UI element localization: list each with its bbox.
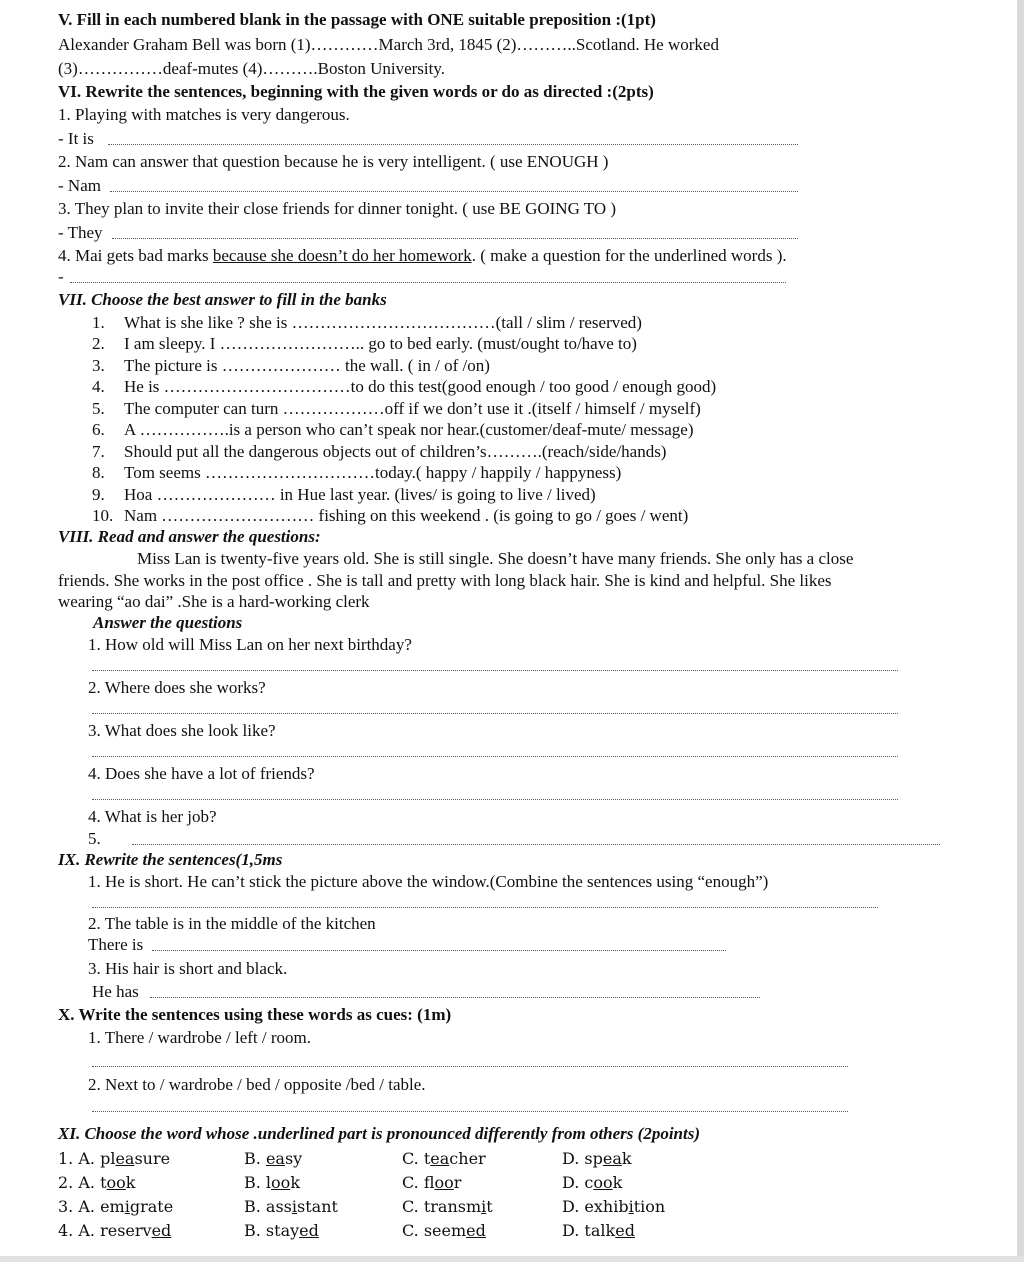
item-number: 7. [92, 442, 105, 461]
section-vi-answer-1-prefix: - It is [58, 129, 94, 148]
option-4b: B. stayed [244, 1221, 319, 1240]
answer-line [92, 756, 898, 757]
list-item [92, 355, 490, 376]
option-4d: D. talked [562, 1221, 635, 1240]
answer-line [150, 997, 760, 998]
section-vi-question-4 [58, 245, 787, 266]
section-v-heading: V. Fill in each numbered blank in the passage with ONE suitable preposition :(1pt) [58, 10, 656, 29]
item-text: Hoa ………………… in Hue last year. (lives/ is going to live / lived) [124, 485, 596, 504]
list-item [92, 419, 694, 440]
option-3b: B. assistant [244, 1197, 338, 1216]
item-text: Nam ……………………… fishing on this weekend . (is going to go / goes / went) [124, 506, 689, 525]
list-item [92, 441, 667, 462]
section-vi-answer-4-prefix: - [58, 267, 64, 286]
item-text: A …………….is a person who can’t speak nor hear.(customer/deaf-mute/ message) [124, 420, 694, 439]
answer-line [108, 144, 798, 145]
answer-line [132, 844, 940, 845]
passage-line-2: friends. She works in the post office . She is tall and pretty with long black hair. She is kind and helpful. She likes [58, 571, 832, 590]
section-x-question-1: 1. There / wardrobe / left / room. [88, 1028, 311, 1047]
option-1d: D. speak [562, 1149, 632, 1168]
answer-line [92, 1111, 848, 1112]
item-text: What is she like ? she is ………………………………(tall / slim / reserved) [124, 313, 642, 332]
list-item [92, 462, 622, 483]
option-3c: C. transmit [402, 1197, 493, 1216]
option-3a: 3. A. emigrate [58, 1197, 174, 1216]
item-text: Tom seems …………………………today.( happy / happily / happyness) [124, 463, 622, 482]
section-vii-heading: VII. Choose the best answer to fill in the banks [58, 290, 387, 309]
section-viii-heading: VIII. Read and answer the questions: [58, 527, 321, 546]
section-ix-question-2: 2. The table is in the middle of the kitchen [88, 914, 376, 933]
item-number: 1. [92, 313, 105, 332]
answer-line [92, 1066, 848, 1067]
list-item [92, 376, 717, 397]
section-vi-question-1: 1. Playing with matches is very dangerous. [58, 105, 350, 124]
section-viii-question-3: 3. What does she look like? [88, 721, 276, 740]
section-x-question-2: 2. Next to / wardrobe / bed / opposite /bed / table. [88, 1075, 426, 1094]
passage-line-1: Miss Lan is twenty-five years old. She is still single. She doesn’t have many friends. She only has a close [137, 549, 854, 568]
item-number: 5. [92, 399, 105, 418]
option-4c: C. seemed [402, 1221, 486, 1240]
section-vi-answer-3-prefix: - They [58, 223, 103, 242]
section-viii-question-1: 1. How old will Miss Lan on her next birthday? [88, 635, 412, 654]
item-text: I am sleepy. I …………………….. go to bed early. (must/ought to/have to) [124, 334, 637, 353]
q4-instruction: . ( make a question for the underlined words ). [471, 246, 787, 265]
option-2c: C. floor [402, 1173, 462, 1192]
option-1c: C. teacher [402, 1149, 486, 1168]
option-2b: B. look [244, 1173, 301, 1192]
page-edge-right [1017, 0, 1024, 1262]
passage-line-3: wearing “ao dai” .She is a hard-working clerk [58, 592, 370, 611]
option-3d: D. exhibition [562, 1197, 666, 1216]
section-vi-question-3: 3. They plan to invite their close friends for dinner tonight. ( use BE GOING TO ) [58, 199, 617, 218]
item-number: 3. [92, 356, 105, 375]
item-number: 8. [92, 463, 105, 482]
option-2d: D. cook [562, 1173, 623, 1192]
section-xi-heading: XI. Choose the word whose .underlined part is pronounced differently from others (2points) [58, 1124, 700, 1143]
option-2a: 2. A. took [58, 1173, 136, 1192]
section-v-line-2: (3)……………deaf-mutes (4)……….Boston University. [58, 59, 446, 78]
answer-line [92, 713, 898, 714]
answer-line [70, 282, 786, 283]
section-viii-question-4: 4. Does she have a lot of friends? [88, 764, 315, 783]
section-vi-answer-2-prefix: - Nam [58, 176, 101, 195]
item-text: The computer can turn ………………off if we don’t use it .(itself / himself / myself) [124, 399, 701, 418]
section-viii-question-2: 2. Where does she works? [88, 678, 266, 697]
answer-line [92, 799, 898, 800]
section-ix-question-3: 3. His hair is short and black. [88, 959, 288, 978]
section-ix-answer-3-prefix: He has [92, 982, 139, 1001]
list-item [92, 398, 701, 419]
answer-line [110, 191, 798, 192]
section-viii-question-5: 4. What is her job? [88, 807, 217, 826]
item-text: Should put all the dangerous objects out of children’s……….(reach/side/hands) [124, 442, 667, 461]
item-text: He is ……………………………to do this test(good enough / too good / enough good) [124, 377, 717, 396]
option-1a: 1. A. pleasure [58, 1149, 171, 1168]
item-text: The picture is ………………… the wall. ( in / of /on) [124, 356, 490, 375]
list-item [92, 484, 596, 505]
section-viii-question-6: 5. [88, 829, 101, 848]
answer-line [92, 907, 878, 908]
section-ix-heading: IX. Rewrite the sentences(1,5ms [58, 850, 283, 869]
item-number: 2. [92, 334, 105, 353]
answer-line [92, 670, 898, 671]
list-item [92, 312, 642, 333]
section-x-heading: X. Write the sentences using these words as cues: (1m) [58, 1005, 452, 1024]
item-number: 9. [92, 485, 105, 504]
answer-line [152, 950, 726, 951]
section-vi-heading: VI. Rewrite the sentences, beginning with the given words or do as directed :(2pts) [58, 82, 654, 101]
list-item [92, 505, 689, 526]
option-4a: 4. A. reserved [58, 1221, 172, 1240]
item-number: 10. [92, 506, 114, 525]
item-number: 4. [92, 377, 105, 396]
section-ix-answer-2-prefix: There is [88, 935, 144, 954]
item-number: 6. [92, 420, 105, 439]
option-1b: B. easy [244, 1149, 303, 1168]
section-ix-question-1: 1. He is short. He can’t stick the picture above the window.(Combine the sentences using “enough”) [88, 872, 769, 891]
answer-the-questions-label: Answer the questions [93, 613, 243, 632]
answer-line [112, 238, 798, 239]
list-item [92, 333, 637, 354]
q4-underlined: because she doesn’t do her homework [212, 246, 472, 265]
page-edge-bottom [0, 1256, 1024, 1262]
section-vi-question-2: 2. Nam can answer that question because he is very intelligent. ( use ENOUGH ) [58, 152, 609, 171]
q4-text: 4. Mai gets bad marks [58, 246, 213, 265]
section-v-line-1: Alexander Graham Bell was born (1)…………March 3rd, 1845 (2)………..Scotland. He worked [58, 35, 719, 54]
